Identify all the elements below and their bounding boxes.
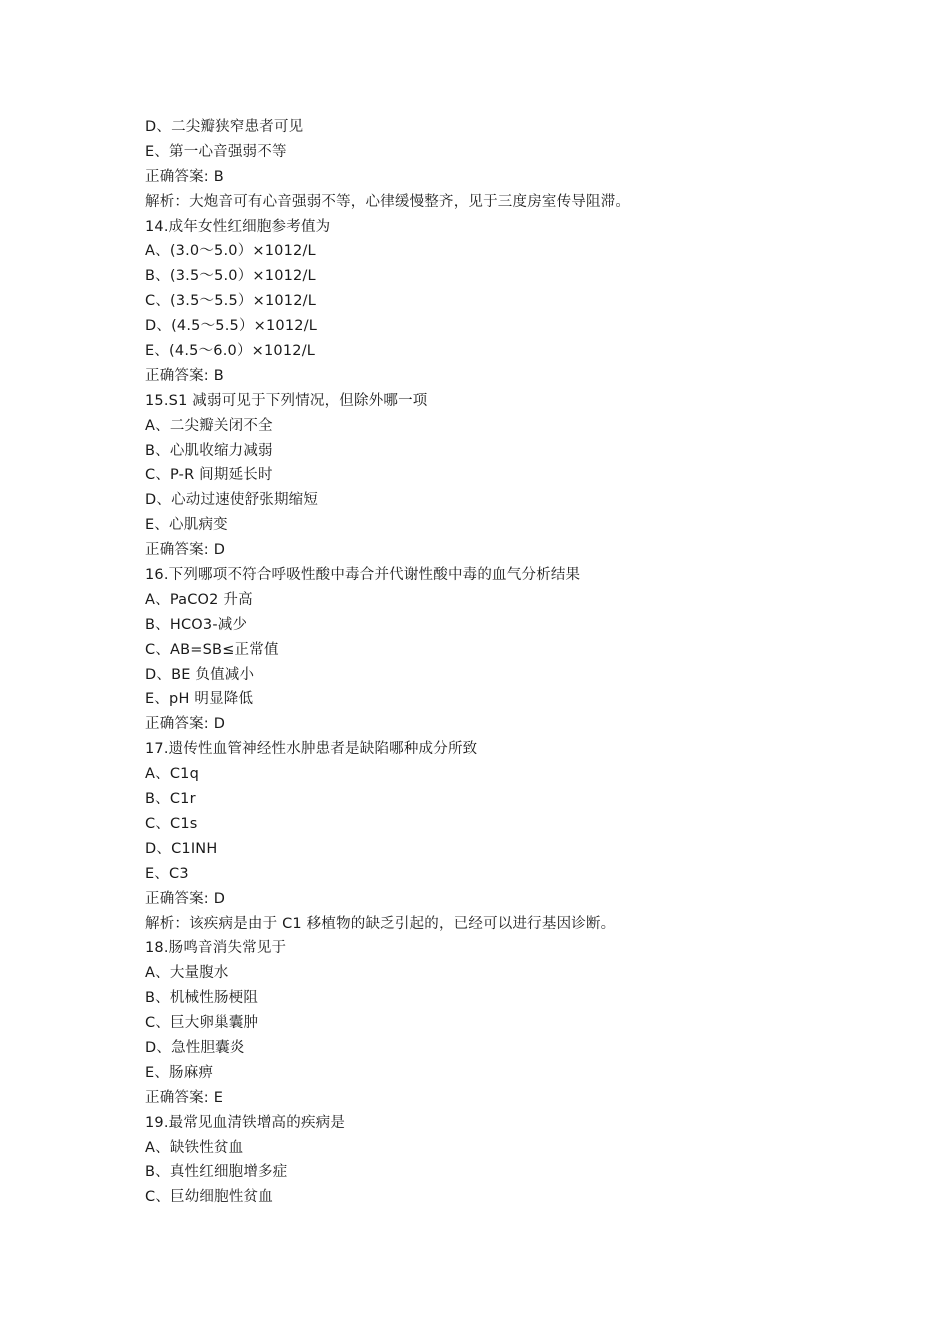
option-line: E、第一心音强弱不等 bbox=[145, 143, 287, 160]
option-line: C、P-R 间期延长时 bbox=[145, 467, 273, 484]
option-line: A、(3.0～5.0）×1012/L bbox=[145, 243, 316, 260]
option-line: E、C3 bbox=[145, 865, 189, 882]
question-line: 19.最常见血清铁增高的疾病是 bbox=[145, 1114, 346, 1131]
option-line: B、真性红细胞增多症 bbox=[145, 1164, 288, 1181]
option-line: A、大量腹水 bbox=[145, 965, 229, 982]
option-line: B、心肌收缩力减弱 bbox=[145, 442, 273, 459]
question-line: 15.S1 减弱可见于下列情况，但除外哪一项 bbox=[145, 392, 428, 409]
answer-line: 正确答案: D bbox=[145, 890, 226, 907]
answer-line: 正确答案: B bbox=[145, 367, 224, 384]
option-line: A、二尖瓣关闭不全 bbox=[145, 417, 273, 434]
document-content bbox=[145, 115, 865, 1210]
option-line: E、肠麻痹 bbox=[145, 1064, 214, 1081]
option-line: D、急性胆囊炎 bbox=[145, 1039, 245, 1056]
option-line: E、心肌病变 bbox=[145, 517, 228, 534]
option-line: C、巨大卵巢囊肿 bbox=[145, 1015, 259, 1032]
option-line: D、BE 负值减小 bbox=[145, 666, 255, 683]
option-line: A、缺铁性贫血 bbox=[145, 1139, 244, 1156]
option-line: C、AB=SB≤正常值 bbox=[145, 641, 279, 658]
option-line: B、HCO3-减少 bbox=[145, 616, 248, 633]
option-line: D、二尖瓣狭窄患者可见 bbox=[145, 119, 304, 135]
option-line: D、C1INH bbox=[145, 840, 218, 857]
option-line: C、C1s bbox=[145, 815, 198, 832]
answer-line: 正确答案: D bbox=[145, 716, 226, 733]
explanation-line: 解析：大炮音可有心音强弱不等，心律缓慢整齐，见于三度房室传导阻滞。 bbox=[145, 193, 631, 210]
option-line: B、机械性肠梗阻 bbox=[145, 990, 259, 1007]
answer-line: 正确答案: D bbox=[145, 542, 226, 559]
question-line: 18.肠鸣音消失常见于 bbox=[145, 940, 287, 957]
option-line: A、PaCO2 升高 bbox=[145, 591, 253, 608]
option-line: E、(4.5～6.0）×1012/L bbox=[145, 343, 316, 360]
explanation-line: 解析：该疾病是由于 C1 移植物的缺乏引起的，已经可以进行基因诊断。 bbox=[145, 915, 616, 932]
question-line: 14.成年女性红细胞参考值为 bbox=[145, 218, 331, 235]
option-line: C、(3.5～5.5）×1012/L bbox=[145, 293, 317, 310]
answer-line: 正确答案: B bbox=[145, 168, 224, 185]
option-line: A、C1q bbox=[145, 766, 199, 783]
question-line: 16.下列哪项不符合呼吸性酸中毒合并代谢性酸中毒的血气分析结果 bbox=[145, 567, 581, 584]
option-line: D、心动过速使舒张期缩短 bbox=[145, 492, 319, 509]
option-line: E、pH 明显降低 bbox=[145, 691, 254, 708]
answer-line: 正确答案: E bbox=[145, 1089, 224, 1106]
option-line: C、巨幼细胞性贫血 bbox=[145, 1189, 273, 1206]
option-line: B、(3.5～5.0）×1012/L bbox=[145, 268, 316, 285]
question-line: 17.遗传性血管神经性水肿患者是缺陷哪种成分所致 bbox=[145, 741, 478, 758]
option-line: D、(4.5～5.5）×1012/L bbox=[145, 318, 318, 335]
option-line: B、C1r bbox=[145, 791, 196, 808]
